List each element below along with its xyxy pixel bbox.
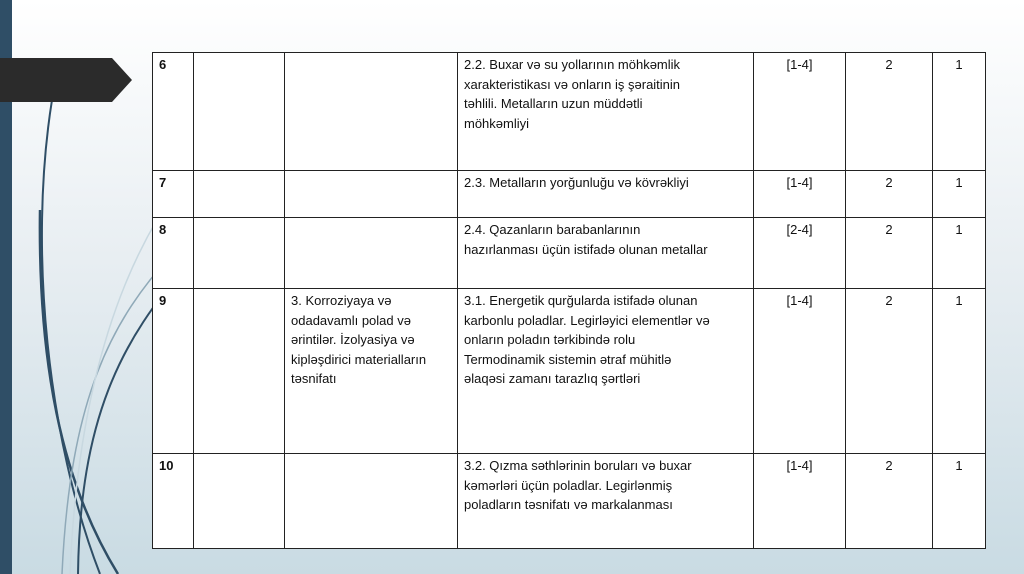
arrow-tab-icon [0,58,132,102]
row-number: 9 [153,289,194,454]
credits-cell: 1 [933,218,986,289]
topic-cell: 3.1. Energetik qurğularda istifadə olunan karbonlu poladlar. Legirləyici elementlər və onların poladın tərkibində rolu Termodinamik sistemin ətraf mühitlə əlaqəsi zamanı tarazlıq şərtləri [458,289,754,454]
row-number: 8 [153,218,194,289]
table-row [153,218,986,289]
row-number: 10 [153,454,194,549]
hours-cell: 2 [846,289,933,454]
empty-cell [194,53,285,171]
credits-cell: 1 [933,454,986,549]
topic-cell: 2.2. Buxar və su yollarının möhkəmlik xarakteristikası və onların iş şəraitinin təhlili. Metalların uzun müddətli möhkəmliyi [458,53,754,171]
reference-cell: [1-4] [754,171,846,218]
empty-cell [194,171,285,218]
table-row [153,454,986,549]
reference-cell: [2-4] [754,218,846,289]
section-cell [285,218,458,289]
hours-cell: 2 [846,218,933,289]
credits-cell: 1 [933,53,986,171]
empty-cell [194,454,285,549]
hours-cell: 2 [846,171,933,218]
topic-cell: 2.4. Qazanların barabanlarının hazırlanması üçün istifadə olunan metallar [458,218,754,289]
topic-cell: 2.3. Metalların yorğunluğu və kövrəkliyi [458,171,754,218]
row-number: 6 [153,53,194,171]
reference-cell: [1-4] [754,289,846,454]
credits-cell: 1 [933,171,986,218]
reference-cell: [1-4] [754,53,846,171]
section-cell [285,53,458,171]
hours-cell: 2 [846,454,933,549]
topic-cell: 3.2. Qızma səthlərinin boruları və buxar kəmərləri üçün poladlar. Legirlənmiş poladların təsnifatı və markalanması [458,454,754,549]
reference-cell: [1-4] [754,454,846,549]
section-cell [285,171,458,218]
section-cell: 3. Korroziyaya və odadavamlı polad və ərintilər. İzolyasiya və kipləşdirici materialların təsnifatı [285,289,458,454]
course-schedule-table [152,52,986,549]
table-row [153,289,986,454]
credits-cell: 1 [933,289,986,454]
empty-cell [194,289,285,454]
table-row [153,53,986,171]
section-cell [285,454,458,549]
hours-cell: 2 [846,53,933,171]
empty-cell [194,218,285,289]
row-number: 7 [153,171,194,218]
table-row [153,171,986,218]
